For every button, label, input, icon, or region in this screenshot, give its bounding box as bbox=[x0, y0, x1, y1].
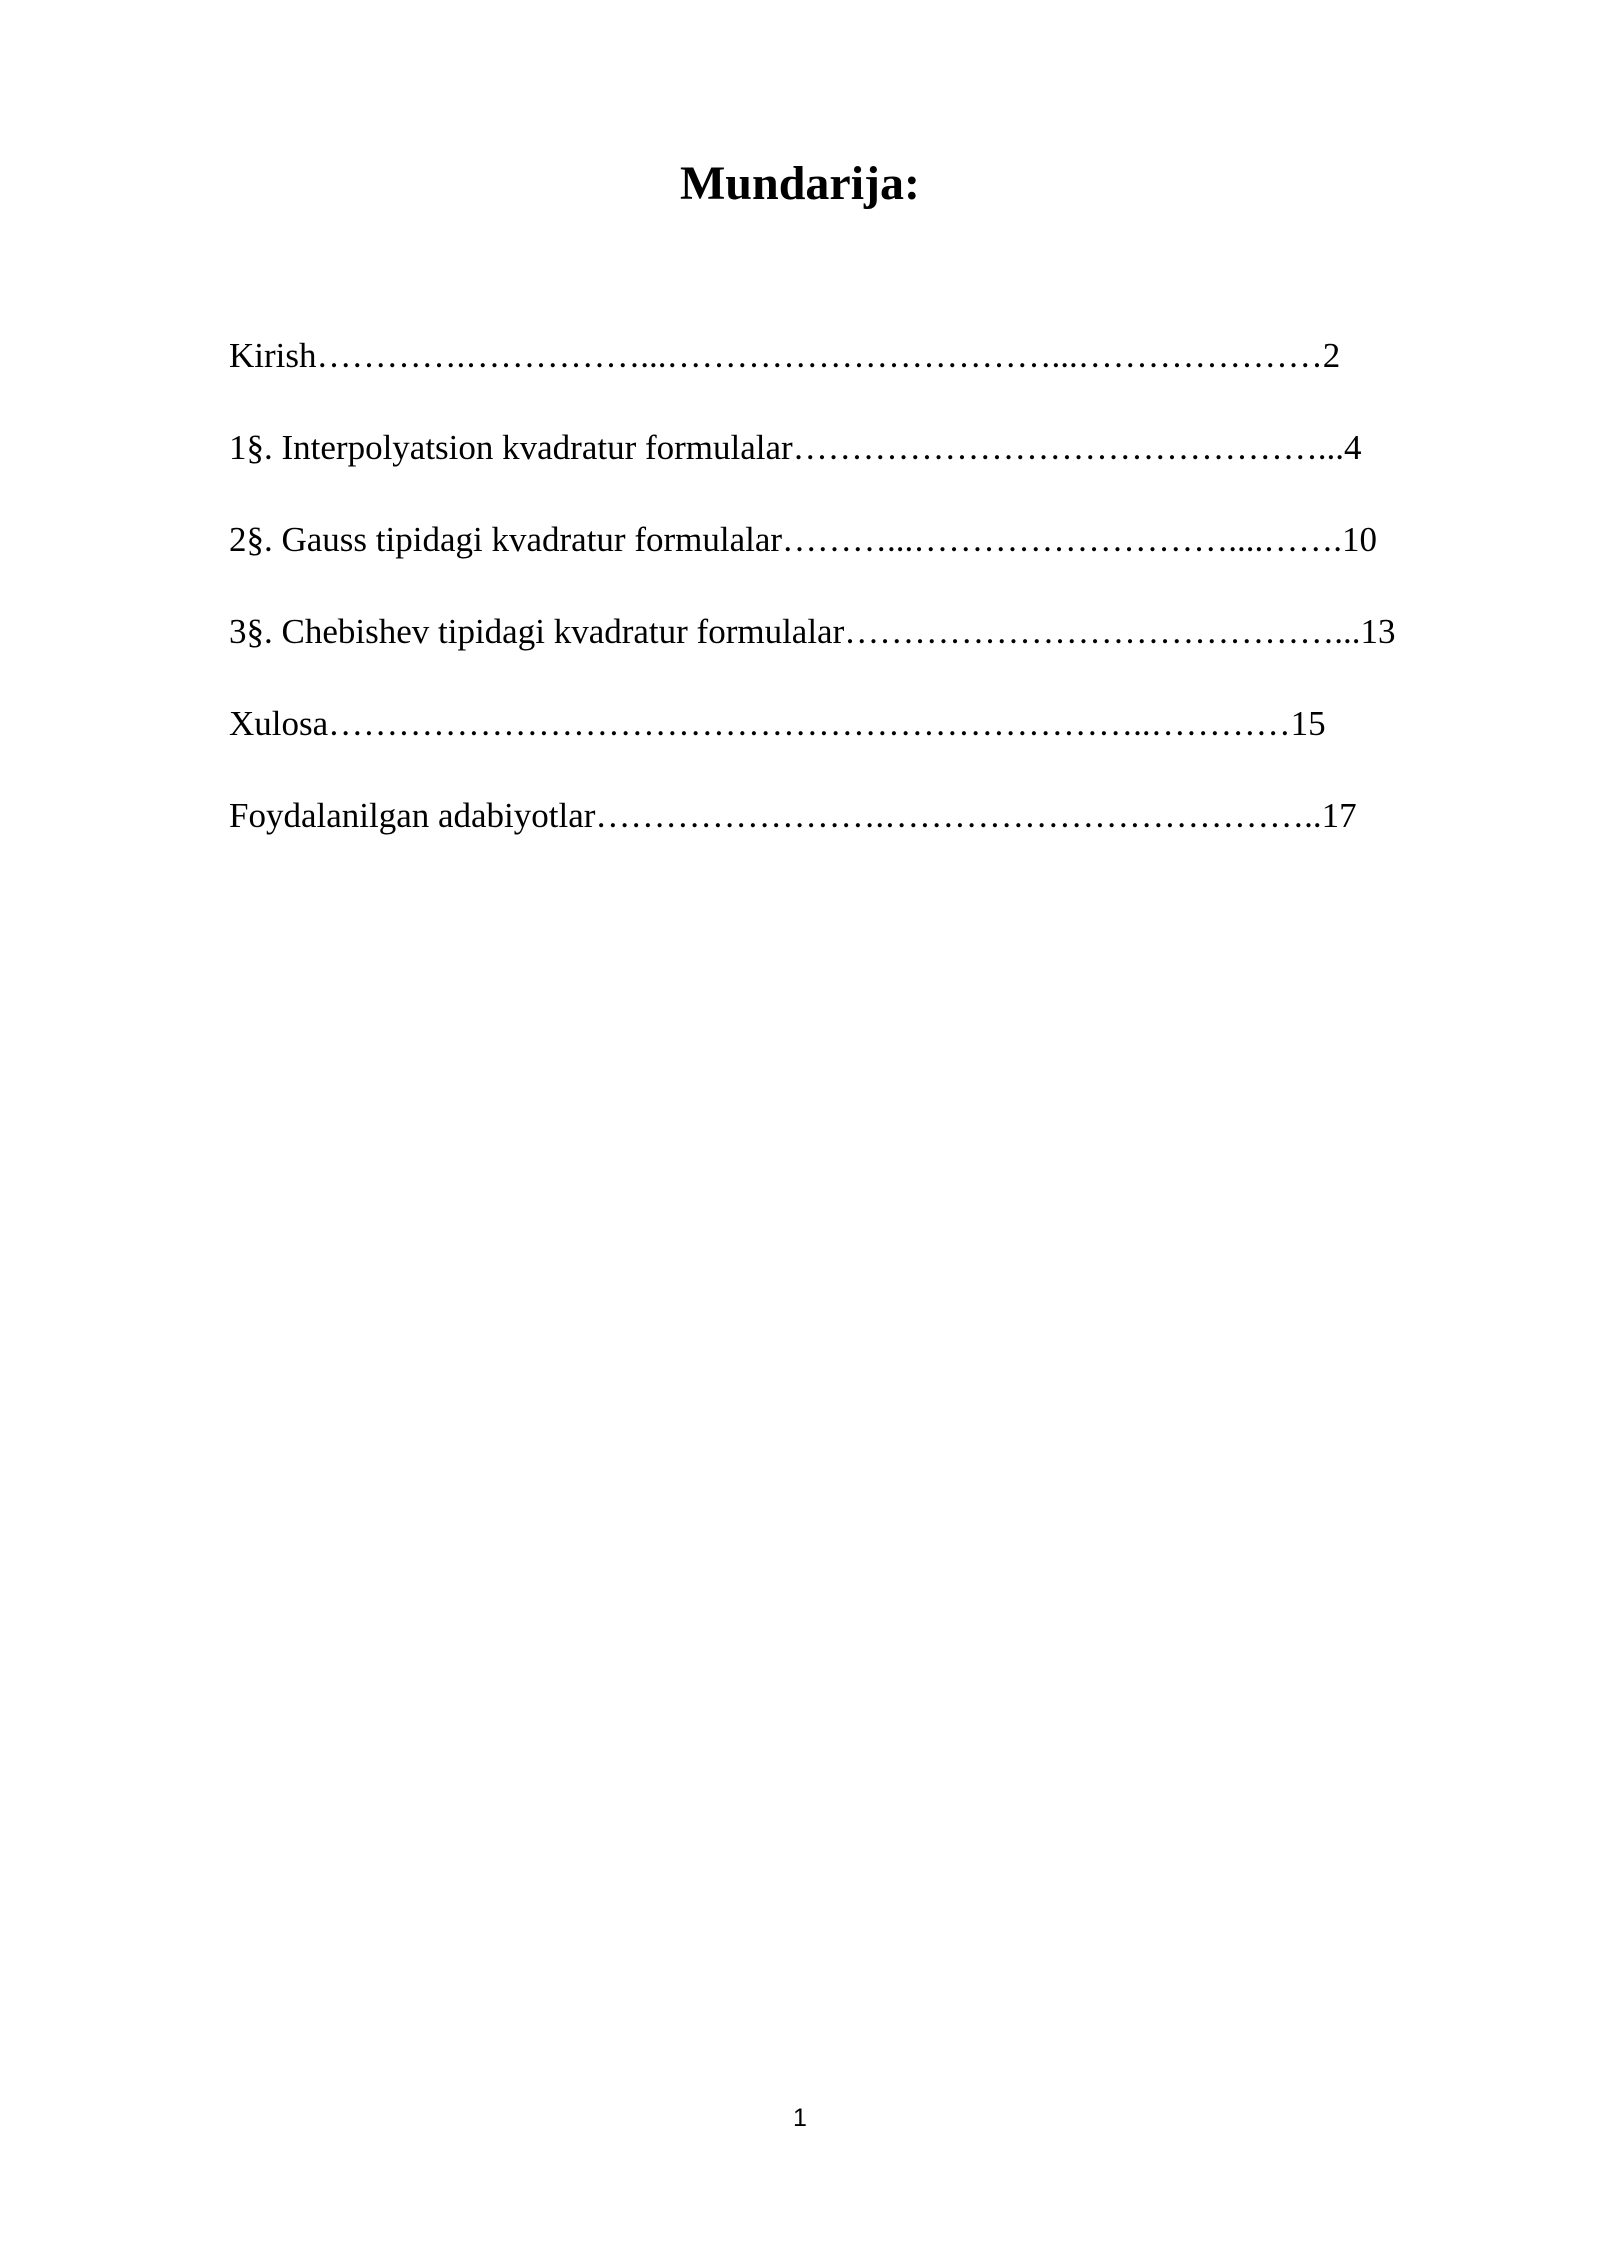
toc-entry-xulosa: Xulosa……………………………………………………………..…………15 bbox=[229, 704, 1326, 743]
toc-entry-kirish: Kirish………….……………...……………………………...…………………2 bbox=[229, 336, 1341, 375]
table-of-contents bbox=[229, 326, 1489, 878]
page-title: Mundarija: bbox=[680, 157, 920, 210]
toc-entry-section-3: 3§. Chebishev tipidagi kvadratur formulalar……………………………………...13 bbox=[229, 612, 1396, 651]
toc-entry-section-2: 2§. Gauss tipidagi kvadratur formulalar………...………………………....…….10 bbox=[229, 520, 1378, 559]
page-number: 1 bbox=[793, 2104, 807, 2132]
toc-entry-references: Foydalanilgan adabiyotlar…………………….………………………………..17 bbox=[229, 796, 1357, 835]
toc-entry-section-1: 1§. Interpolyatsion kvadratur formulalar………………………………………...4 bbox=[229, 428, 1362, 467]
